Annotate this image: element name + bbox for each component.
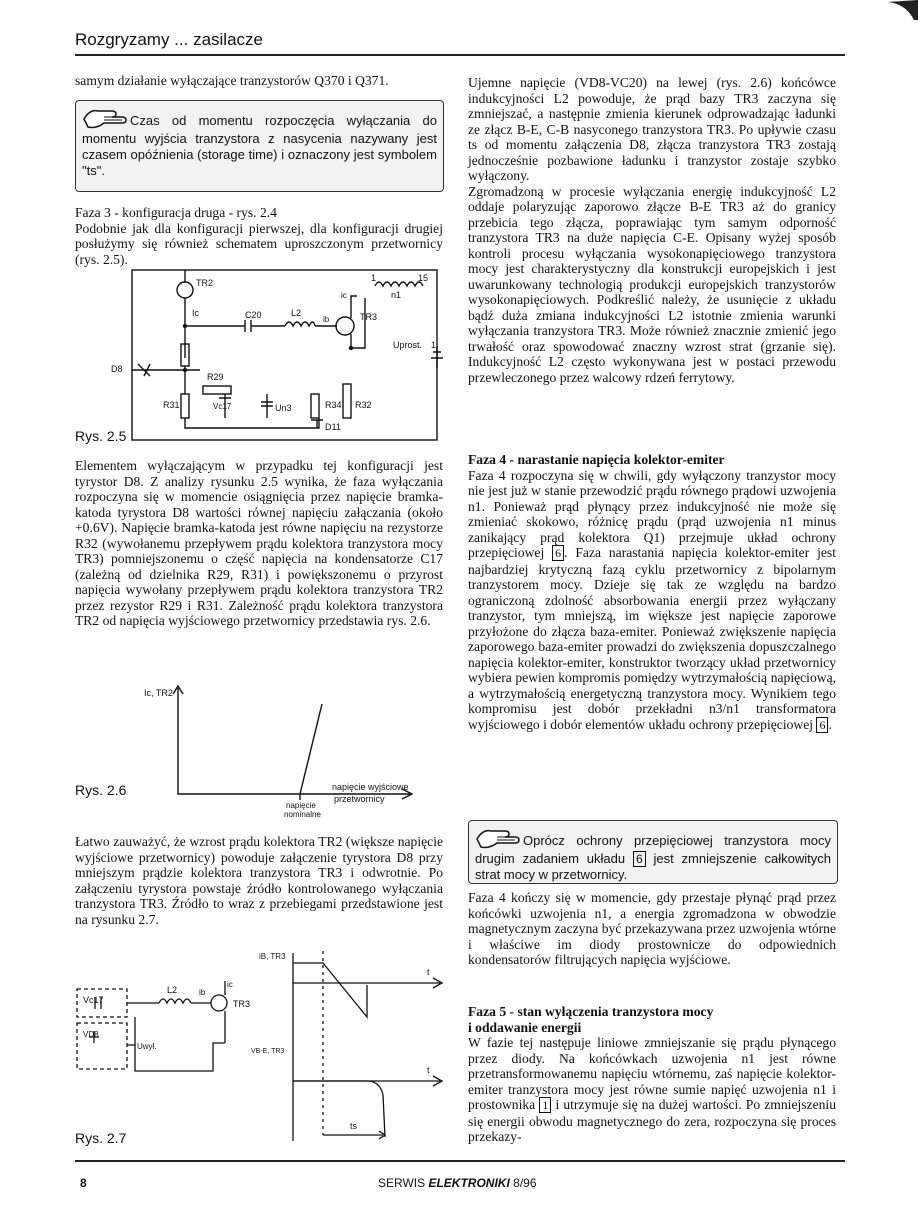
issue-number: 8/96 <box>513 1176 537 1190</box>
footer-rule <box>75 1160 845 1162</box>
label-ic-small: ic <box>341 291 347 300</box>
label-tr2: TR2 <box>196 278 214 288</box>
running-header: Rozgryzamy ... zasilacze <box>75 30 263 49</box>
fig27-vd8: VD8 <box>83 1030 99 1039</box>
fig27-ib-small: ib <box>199 988 206 997</box>
fig27-ib-label: iB, TR3 <box>259 952 286 961</box>
page-corner-mark <box>888 0 918 20</box>
faza3-heading: Faza 3 - konfiguracja druga - rys. 2.4 <box>75 205 277 220</box>
fig26-nominal-2: nominalne <box>284 810 321 819</box>
page-number: 8 <box>80 1176 87 1190</box>
right-para-1: Ujemne napięcie (VD8-VC20) na lewej (rys. 2.6) końcówce indukcyjności L2 powoduje, że prąd bazy TR3 zaczyna się zmniejszać, a następnie zmienia kierunek odprowadzając ładunki ze złącz B-E, C-B nasyconego tranzystora TR3. Po upływie czasu ts od momentu załączenia D8, złącza tranzystora TR3 zostają jednocześnie pozbawione ładunku i tranzystor zostaje szybko wyłączony. <box>468 75 836 183</box>
label-tr3: TR3 <box>360 312 378 322</box>
faza5-heading-1: Faza 5 - stan wyłączenia tranzystora mocy <box>468 1004 714 1019</box>
fig27-uwyl: Uwył. <box>137 1042 157 1051</box>
right-para-5: W fazie tej następuje liniowe zmniejszanie się prądu płynącego przez diody. Na końcówkach uzwojenia n1 jest równe przetransformowanemu napięciu wtórnemu, zaś napięcie kolektor-emiter tranzystora mocy jest równe sumie napięć uzwojenia n1 i prostownika 1 i utrzymuje się na dużej wartości. Po zmniejszeniu się energii obwodu magnetycznego do zera, rozpoczyna się proces przekazy- <box>468 1035 836 1144</box>
label-pin1: 1 <box>371 273 377 283</box>
label-r31: R31 <box>163 400 180 410</box>
label-pin1b: 1 <box>431 340 437 350</box>
left-para-4: Łatwo zauważyć, że wzrost prądu kolektora TR2 (większe napięcie wyjściowe przetwornicy) powoduje załączenie tyrystora D8 przy mniejszym prądzie kolektora tranzystora TR3 i odwrotnie. Po załączeniu tyrystora powstaje źródło kontrolowanego wyłączania tranzystora TR3. Źródło to wraz z przebiegami przedstawione jest na rysunku 2.7. <box>75 834 443 927</box>
fig27-l2: L2 <box>167 985 178 995</box>
fig26-xlabel-1: napięcie wyjściowe <box>332 782 409 792</box>
label-uprost: Uprost. <box>393 340 423 350</box>
right-para-3: Faza 4 rozpoczyna się w chwili, gdy wyłączony tranzystor mocy nie jest już w stanie przewodzić prądu równego prądowi uzwojenia n1. Ponieważ prąd płynący przez indukcyjność nie może się zmieniać skokowo, różnicę prądu (prąd uzwojenia n1 minus zanikający prąd kolektora Q1) przejmuje układ ochrony przepięciowej 6 . Faza narastania napięcia kolektor-emiter jest najbardziej krytyczną fazą cyklu przetwornicy z bipolarnym tranzystorem mocy. Dzieje się tak ze względu na bardzo ograniczoną zdolność absorbowania energii przez wyłączany tranzystor, tym mniejszą, im większe jest napięcie zaporowe przyłożone do złącza baza-emiter. Ponieważ zwiększenie napięcia zaporowego baza-emiter prowadzi do zwiększenia dopuszczalnego napięcia kolektor-emiter, konstruktor tworzący układ przetwornicy wybiera pewien kompromis pomiędzy wytrzymałością napięciową, a wytrzymałością energetyczną tranzystora mocy. Wynikiem tego kompromisu jest dobór przekładni n3/n1 transformatora wyjściowego i dobór elementów układu ochrony przepięciowej 6 . <box>468 467 836 732</box>
left-section-faza3 <box>75 205 443 267</box>
magazine-brand: ELEKTRONIKI <box>428 1176 510 1190</box>
reference-6c: 6 <box>633 851 646 867</box>
fig26-ylabel: Ic, TR2 <box>144 688 173 698</box>
pointing-hand-icon <box>475 825 523 851</box>
fig27-t1: t <box>427 967 430 977</box>
left-para-2: Podobnie jak dla konfiguracji pierwszej, dla konfiguracji drugiej posłużymy się również schematem uproszczonym przetwornicy (rys. 2.5). <box>75 220 443 267</box>
fig27-t2: t <box>427 1065 430 1075</box>
label-pin15: 15 <box>418 273 429 283</box>
fig27-vbe-label: VB-E, TR3 <box>251 1048 285 1055</box>
left-para-3: Elementem wyłączającym w przypadku tej konfiguracji jest tyrystor D8. Z analizy rysunku 2.5 wynika, że faza wyłączania rozpoczyna się w momencie osiągnięcia przez napięcie bramka-katoda tyrystora D8 wartości równej napięciu załączania (około +0.6V). Napięcie bramka-katoda jest równe napięciu na rezystorze R32 (wywołanemu przepływem prądu kolektora tranzystora mocy TR3) pomniejszonemu o część napięcia na kondensatorze C17 (zależną od dzielnika R29, R31) i powiększonemu o przyrost napięcia wywołany przepływem prądu kolektora tranzystora TR2 przez rezystor R29 i R31. Zależność prądu kolektora tranzystora TR2 od napięcia wyjściowego przetwornicy przedstawia rys. 2.6. <box>75 458 443 628</box>
fig-2-7-caption: Rys. 2.7 <box>75 1130 127 1146</box>
right-section-faza4 <box>468 452 836 733</box>
faza5-heading-2: i oddawanie energii <box>468 1019 582 1035</box>
note-text: Czas od momentu rozpoczęcia wyłączania do momentu wyjścia tranzystora z nasycenia nazywany jest czasem opóźnienia (storage time) i oznaczony jest symbolem "ts". <box>82 113 437 178</box>
figure-2-5-schematic <box>75 268 445 446</box>
figure-2-6-graph <box>140 682 430 822</box>
fig-2-5-caption: Rys. 2.5 <box>75 428 127 444</box>
label-n1: n1 <box>391 290 402 300</box>
right-section-faza5 <box>468 1004 836 1145</box>
fig-2-6-caption: Rys. 2.6 <box>75 782 127 798</box>
label-ic: Ic <box>192 308 200 318</box>
label-un3: Un3 <box>275 403 292 413</box>
reference-1: 1 <box>539 1097 551 1113</box>
note-box-storage-time <box>75 100 444 192</box>
header-rule <box>75 54 845 56</box>
fig27-ic: ic <box>227 980 233 989</box>
fig27-vc17: Vc17 <box>83 995 104 1005</box>
pointing-hand-icon <box>82 105 130 131</box>
fig27-tr3: TR3 <box>233 999 251 1009</box>
note-box-overvoltage: Oprócz ochrony przepięciowej tranzystora mocy drugim zadaniem układu 6 jest zmniejszenie całkowitych strat mocy w przetwornicy. <box>468 820 838 884</box>
label-d11: D11 <box>325 422 341 432</box>
label-r29: R29 <box>207 372 224 382</box>
right-para-4: Faza 4 kończy się w momencie, gdy przestaje płynąć prąd przez końcówki uzwojenia n1, a energia zgromadzona w obwodzie magnetycznym zaczyna być przekazywana przez uzwojenia wtórne i właściwe im diody prostownicze do odpowiednich kondensatorów filtrujących napięcia wyjściowe. <box>468 890 836 967</box>
label-r34: R34 <box>325 400 342 410</box>
fig26-nominal-1: napięcie <box>286 801 316 810</box>
label-ib: ib <box>323 315 330 324</box>
right-para-2: Zgromadzoną w procesie wyłączania energię indukcyjność L2 oddaje polaryzując zaporowo złącze B-E TR3 aż do granicy przebicia tego złącza, poprawiając tym samym odporność tranzystora TR3 na duże napięcia C-E. Opisany wyżej sposób kontroli procesu wyłączania wysokonapięciowego tranzystora mocy jest charakterystyczny dla konstrukcji europejskich i jest uwarunkowany technologią produkcji europejskich tranzystorów wysokonapięciowych. Podkreślić należy, że usunięcie z układu bądź duża zmiana indukcyjności L2 istotnie zmienia warunki wyłączania tranzystora TR3. Może również znacznie zmienić jego trwałość oraz spowodować znaczny wzrost strat (grzanie się). Indukcyjność L2 często wykonywana jest w postaci przewodu przewleczonego przez walcowy rdzeń ferrytowy. <box>468 183 836 385</box>
magazine-footer: SERWIS ELEKTRONIKI 8/96 <box>378 1176 537 1190</box>
reference-6b: 6 <box>816 717 828 733</box>
fig26-xlabel-2: przetwornicy <box>334 794 385 804</box>
label-d8: D8 <box>111 364 123 374</box>
figure-2-7-schematic-waveforms <box>75 945 450 1145</box>
reference-6: 6 <box>552 545 564 561</box>
label-r32: R32 <box>355 400 372 410</box>
right-block-top <box>468 75 836 385</box>
label-vc17: Vc17 <box>213 402 232 411</box>
label-c20: C20 <box>245 310 262 320</box>
ic-curve-line <box>300 704 322 794</box>
label-l2: L2 <box>291 308 302 318</box>
fig27-ts: ts <box>350 1121 358 1131</box>
faza4-heading: Faza 4 - narastanie napięcia kolektor-emiter <box>468 452 725 467</box>
left-para-1: samym działanie wyłączające tranzystorów Q370 i Q371. <box>75 73 389 88</box>
